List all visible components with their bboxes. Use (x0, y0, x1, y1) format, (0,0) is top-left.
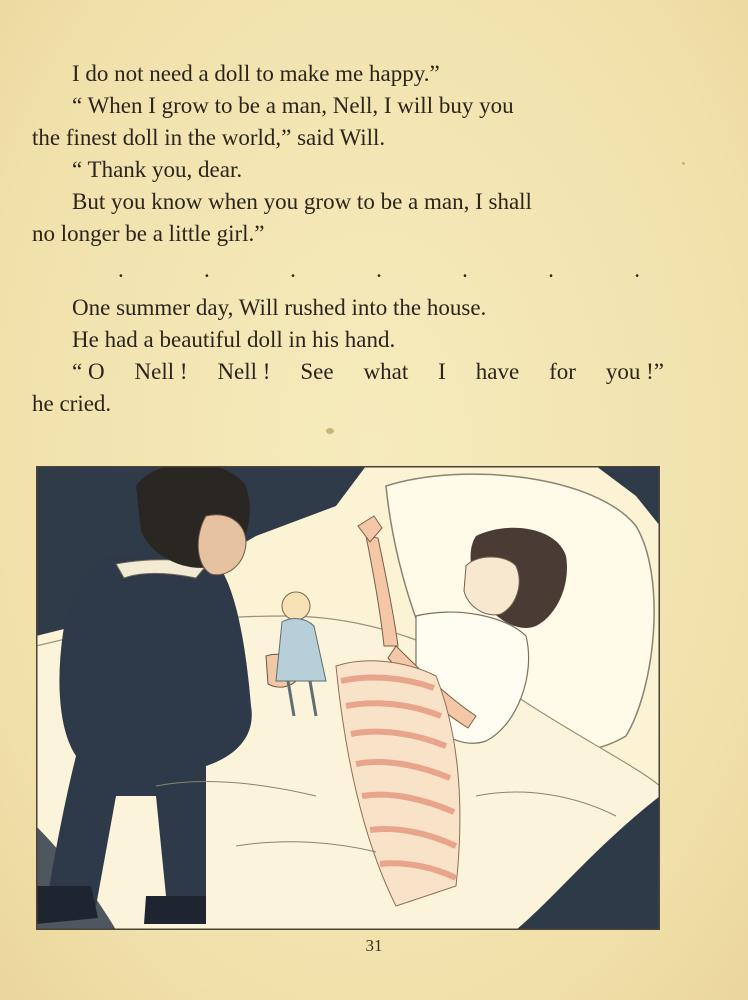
separator-dot: . (290, 257, 296, 282)
word: have (475, 359, 520, 384)
paper-speck (682, 162, 685, 165)
exclaim-line (72, 356, 664, 388)
word: Nell ! (217, 359, 271, 384)
word: “ O (72, 359, 105, 384)
word: I (438, 359, 446, 384)
separator-dot: . (118, 257, 124, 282)
separator-dot: . (548, 257, 554, 282)
page-number: 31 (365, 936, 383, 955)
illustration-boy-gives-doll-to-girl-in-bed (36, 466, 660, 930)
word: See (300, 359, 334, 384)
section-separator (118, 254, 640, 286)
word: what (363, 359, 409, 384)
paper-speck (326, 428, 334, 434)
illustration (36, 466, 660, 930)
separator-dot: . (204, 257, 210, 282)
word: for (549, 359, 576, 384)
word: Nell ! (134, 359, 188, 384)
separator-dot: . (634, 257, 640, 282)
text-line: I do not need a doll to make me happy.” (72, 61, 440, 86)
text-line: he cried. (32, 391, 112, 416)
word: you !” (605, 359, 664, 384)
text-line: the finest doll in the world,” said Will. (32, 125, 386, 150)
text-line: “ Thank you, dear. (72, 157, 243, 182)
text-line: no longer be a little girl.” (32, 221, 265, 246)
separator-dot: . (462, 257, 468, 282)
text-line: But you know when you grow to be a man, I shall (72, 189, 532, 214)
text-line: He had a beautiful doll in his hand. (72, 327, 396, 352)
text-line: “ When I grow to be a man, Nell, I will buy you (72, 93, 514, 118)
separator-dot: . (376, 257, 382, 282)
text-line: One summer day, Will rushed into the house. (72, 295, 487, 320)
